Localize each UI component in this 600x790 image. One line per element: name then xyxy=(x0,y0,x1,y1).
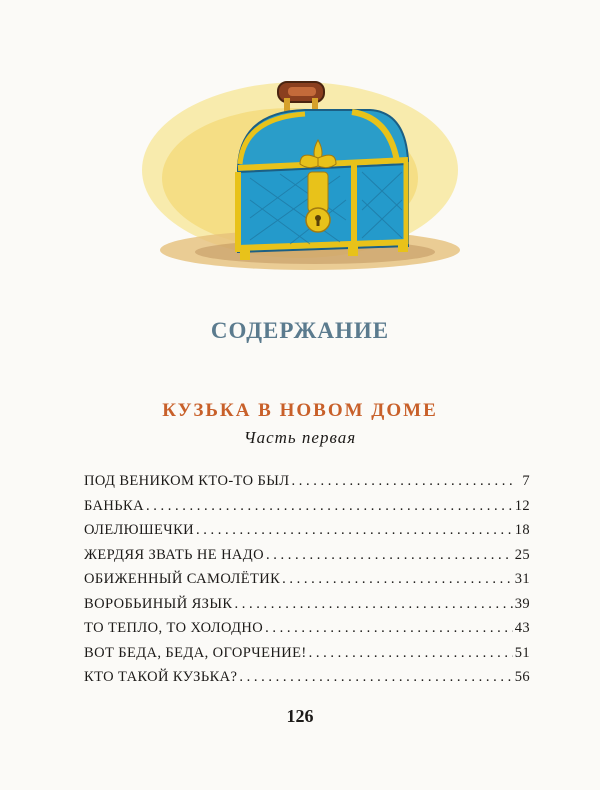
leader-dots xyxy=(146,498,513,515)
toc-entry-page: 25 xyxy=(514,546,530,563)
toc-entry[interactable] xyxy=(84,669,530,694)
part-title: КУЗЬКА В НОВОМ ДОМЕ xyxy=(162,400,438,421)
leader-dots xyxy=(196,522,513,539)
toc-entry-page: 51 xyxy=(514,644,530,661)
toc-heading: СОДЕРЖАНИЕ xyxy=(210,318,390,343)
leader-dots xyxy=(239,669,512,686)
toc-entry-page: 18 xyxy=(514,522,530,538)
toc-entry-title: ОБИЖЕННЫЙ САМОЛЁТИК xyxy=(84,571,281,587)
toc-entry[interactable] xyxy=(84,620,530,645)
leader-dots xyxy=(266,547,513,564)
part-subtitle: Часть первая xyxy=(243,428,357,447)
page-number: 126 xyxy=(286,706,314,726)
toc-entry[interactable] xyxy=(84,522,530,547)
toc-entry-page: 31 xyxy=(514,571,530,587)
leader-dots xyxy=(309,645,513,662)
toc-entry-title: ОЛЕЛЮШЕЧКИ xyxy=(84,522,195,538)
toc-entry-page: 43 xyxy=(514,620,530,636)
toc-entry-page: 56 xyxy=(514,669,530,685)
toc-entry[interactable] xyxy=(84,571,530,596)
toc-entry[interactable] xyxy=(84,473,530,498)
toc-entry[interactable] xyxy=(84,547,530,572)
treasure-chest-icon xyxy=(140,60,465,275)
leader-dots xyxy=(292,473,514,490)
toc-entry-page: 12 xyxy=(514,497,530,514)
toc-entry-title: ТО ТЕПЛО, ТО ХОЛОДНО xyxy=(84,620,264,636)
leader-dots xyxy=(265,620,513,637)
toc-entry-title: ВОТ БЕДА, БЕДА, ОГОРЧЕНИЕ! xyxy=(84,644,307,661)
toc-entry-title: КТО ТАКОЙ КУЗЬКА? xyxy=(84,669,238,685)
toc-entry[interactable] xyxy=(84,498,530,523)
leader-dots xyxy=(234,596,512,613)
table-of-contents xyxy=(84,473,530,694)
toc-entry-page: 39 xyxy=(514,595,530,612)
toc-entry[interactable] xyxy=(84,645,530,670)
toc-entry-title: ВОРОБЬИНЫЙ ЯЗЫК xyxy=(84,595,233,612)
toc-entry-title: ЖЕРДЯЯ ЗВАТЬ НЕ НАДО xyxy=(84,546,264,563)
toc-entry[interactable] xyxy=(84,596,530,621)
toc-entry-title: ПОД ВЕНИКОМ КТО-ТО БЫЛ xyxy=(84,473,290,489)
toc-entry-page: 7 xyxy=(522,473,530,489)
toc-entry-title: БАНЬКА xyxy=(84,497,144,514)
leader-dots xyxy=(282,571,513,588)
